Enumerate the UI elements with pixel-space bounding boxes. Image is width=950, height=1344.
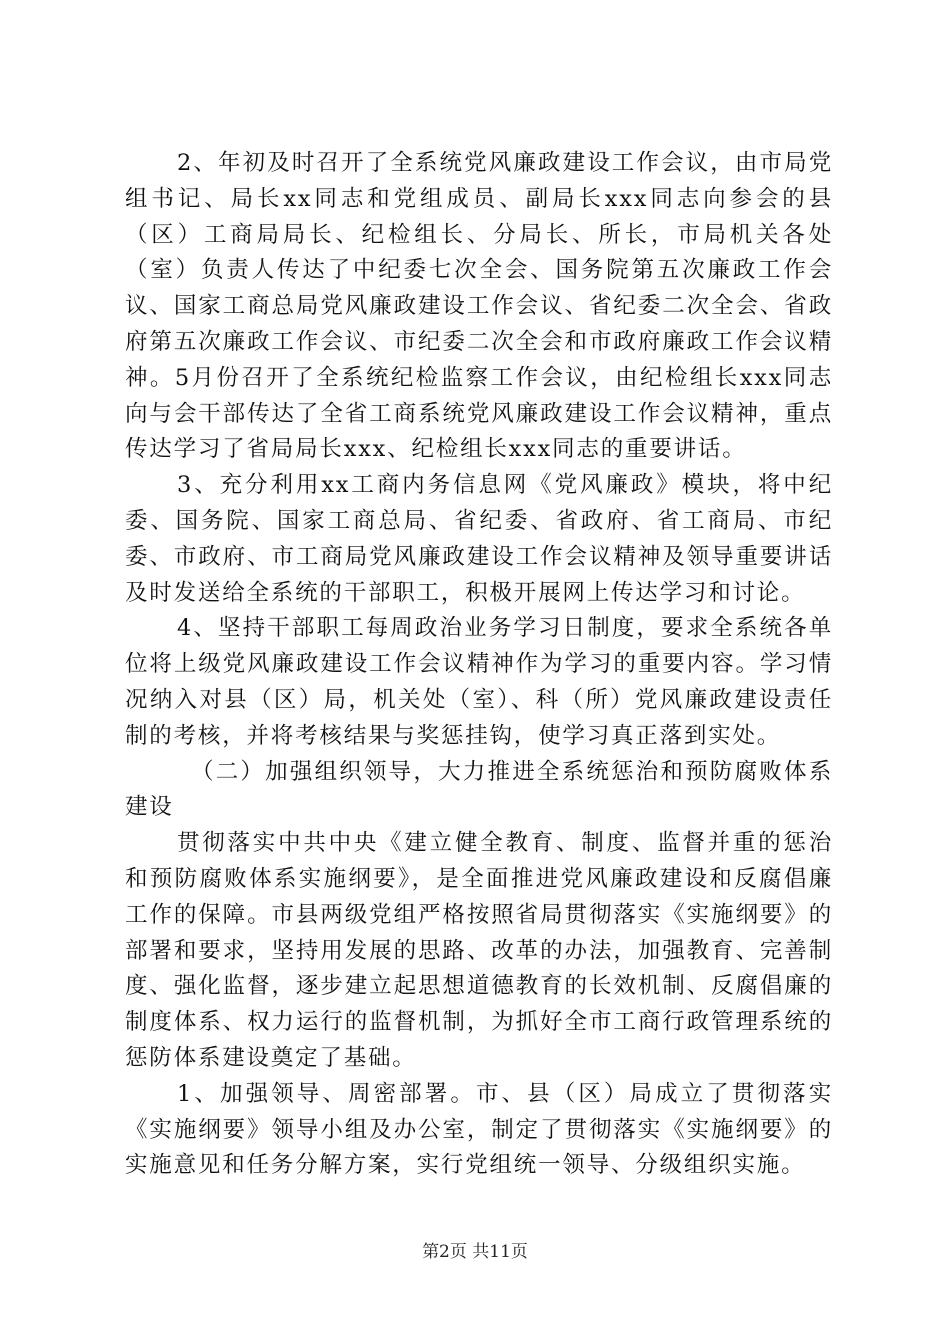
paragraph-weekly-study: 4、坚持干部职工每周政治业务学习日制度，要求全系统各单位将上级党风廉政建设工作会议精神作为学习的重要内容。学习情况纳入对县（区）局，机关处（室）、科（所）党风廉政建设责任制的考核，并将考核结果与奖惩挂钩，使学习真正落到实处。 [125, 615, 833, 749]
document-body [125, 146, 833, 1184]
page-number-footer: 第2页 共11页 [422, 1242, 528, 1262]
paragraph-leadership-deployment: 1、加强领导、周密部署。市、县（区）局成立了贯彻落实《实施纲要》领导小组及办公室，制定了贯彻落实《实施纲要》的实施意见和任务分解方案，实行党组统一领导、分级组织实施。 [125, 1080, 833, 1179]
section-heading: （二）加强组织领导，大力推进全系统惩治和预防腐败体系建设 [125, 758, 833, 821]
paragraph-intranet-module: 3、充分利用xx工商内务信息网《党风廉政》模块，将中纪委、国务院、国家工商总局、省纪委、省政府、省工商局、市纪委、市政府、市工商局党风廉政建设工作会议精神及领导重要讲话及时发送给全系统的干部职工，积极开展网上传达学习和讨论。 [125, 472, 833, 606]
paragraph-implementation-outline: 贯彻落实中共中央《建立健全教育、制度、监督并重的惩治和预防腐败体系实施纲要》，是全面推进党风廉政建设和反腐倡廉工作的保障。市县两级党组严格按照省局贯彻落实《实施纲要》的部署和要求，坚持用发展的思路、改革的办法，加强教育、完善制度、强化监督，逐步建立起思想道德教育的长效机制、反腐倡廉的制度体系、权力运行的监督机制，为抓好全市工商行政管理系统的惩防体系建设奠定了基础。 [125, 830, 833, 1071]
paragraph-meeting-held: 2、年初及时召开了全系统党风廉政建设工作会议，由市局党组书记、局长xx同志和党组成员、副局长xxx同志向参会的县（区）工商局局长、纪检组长、分局长、所长，市局机关各处（室）负责人传达了中纪委七次全会、国务院第五次廉政工作会议、国家工商总局党风廉政建设工作会议、省纪委二次全会、省政府第五次廉政工作会议、市纪委二次全会和市政府廉政工作会议精神。5月份召开了全系统纪检监察工作会议，由纪检组长xxx同志向与会干部传达了全省工商系统党风廉政建设工作会议精神，重点传达学习了省局局长xxx、纪检组长xxx同志的重要讲话。 [125, 150, 833, 463]
